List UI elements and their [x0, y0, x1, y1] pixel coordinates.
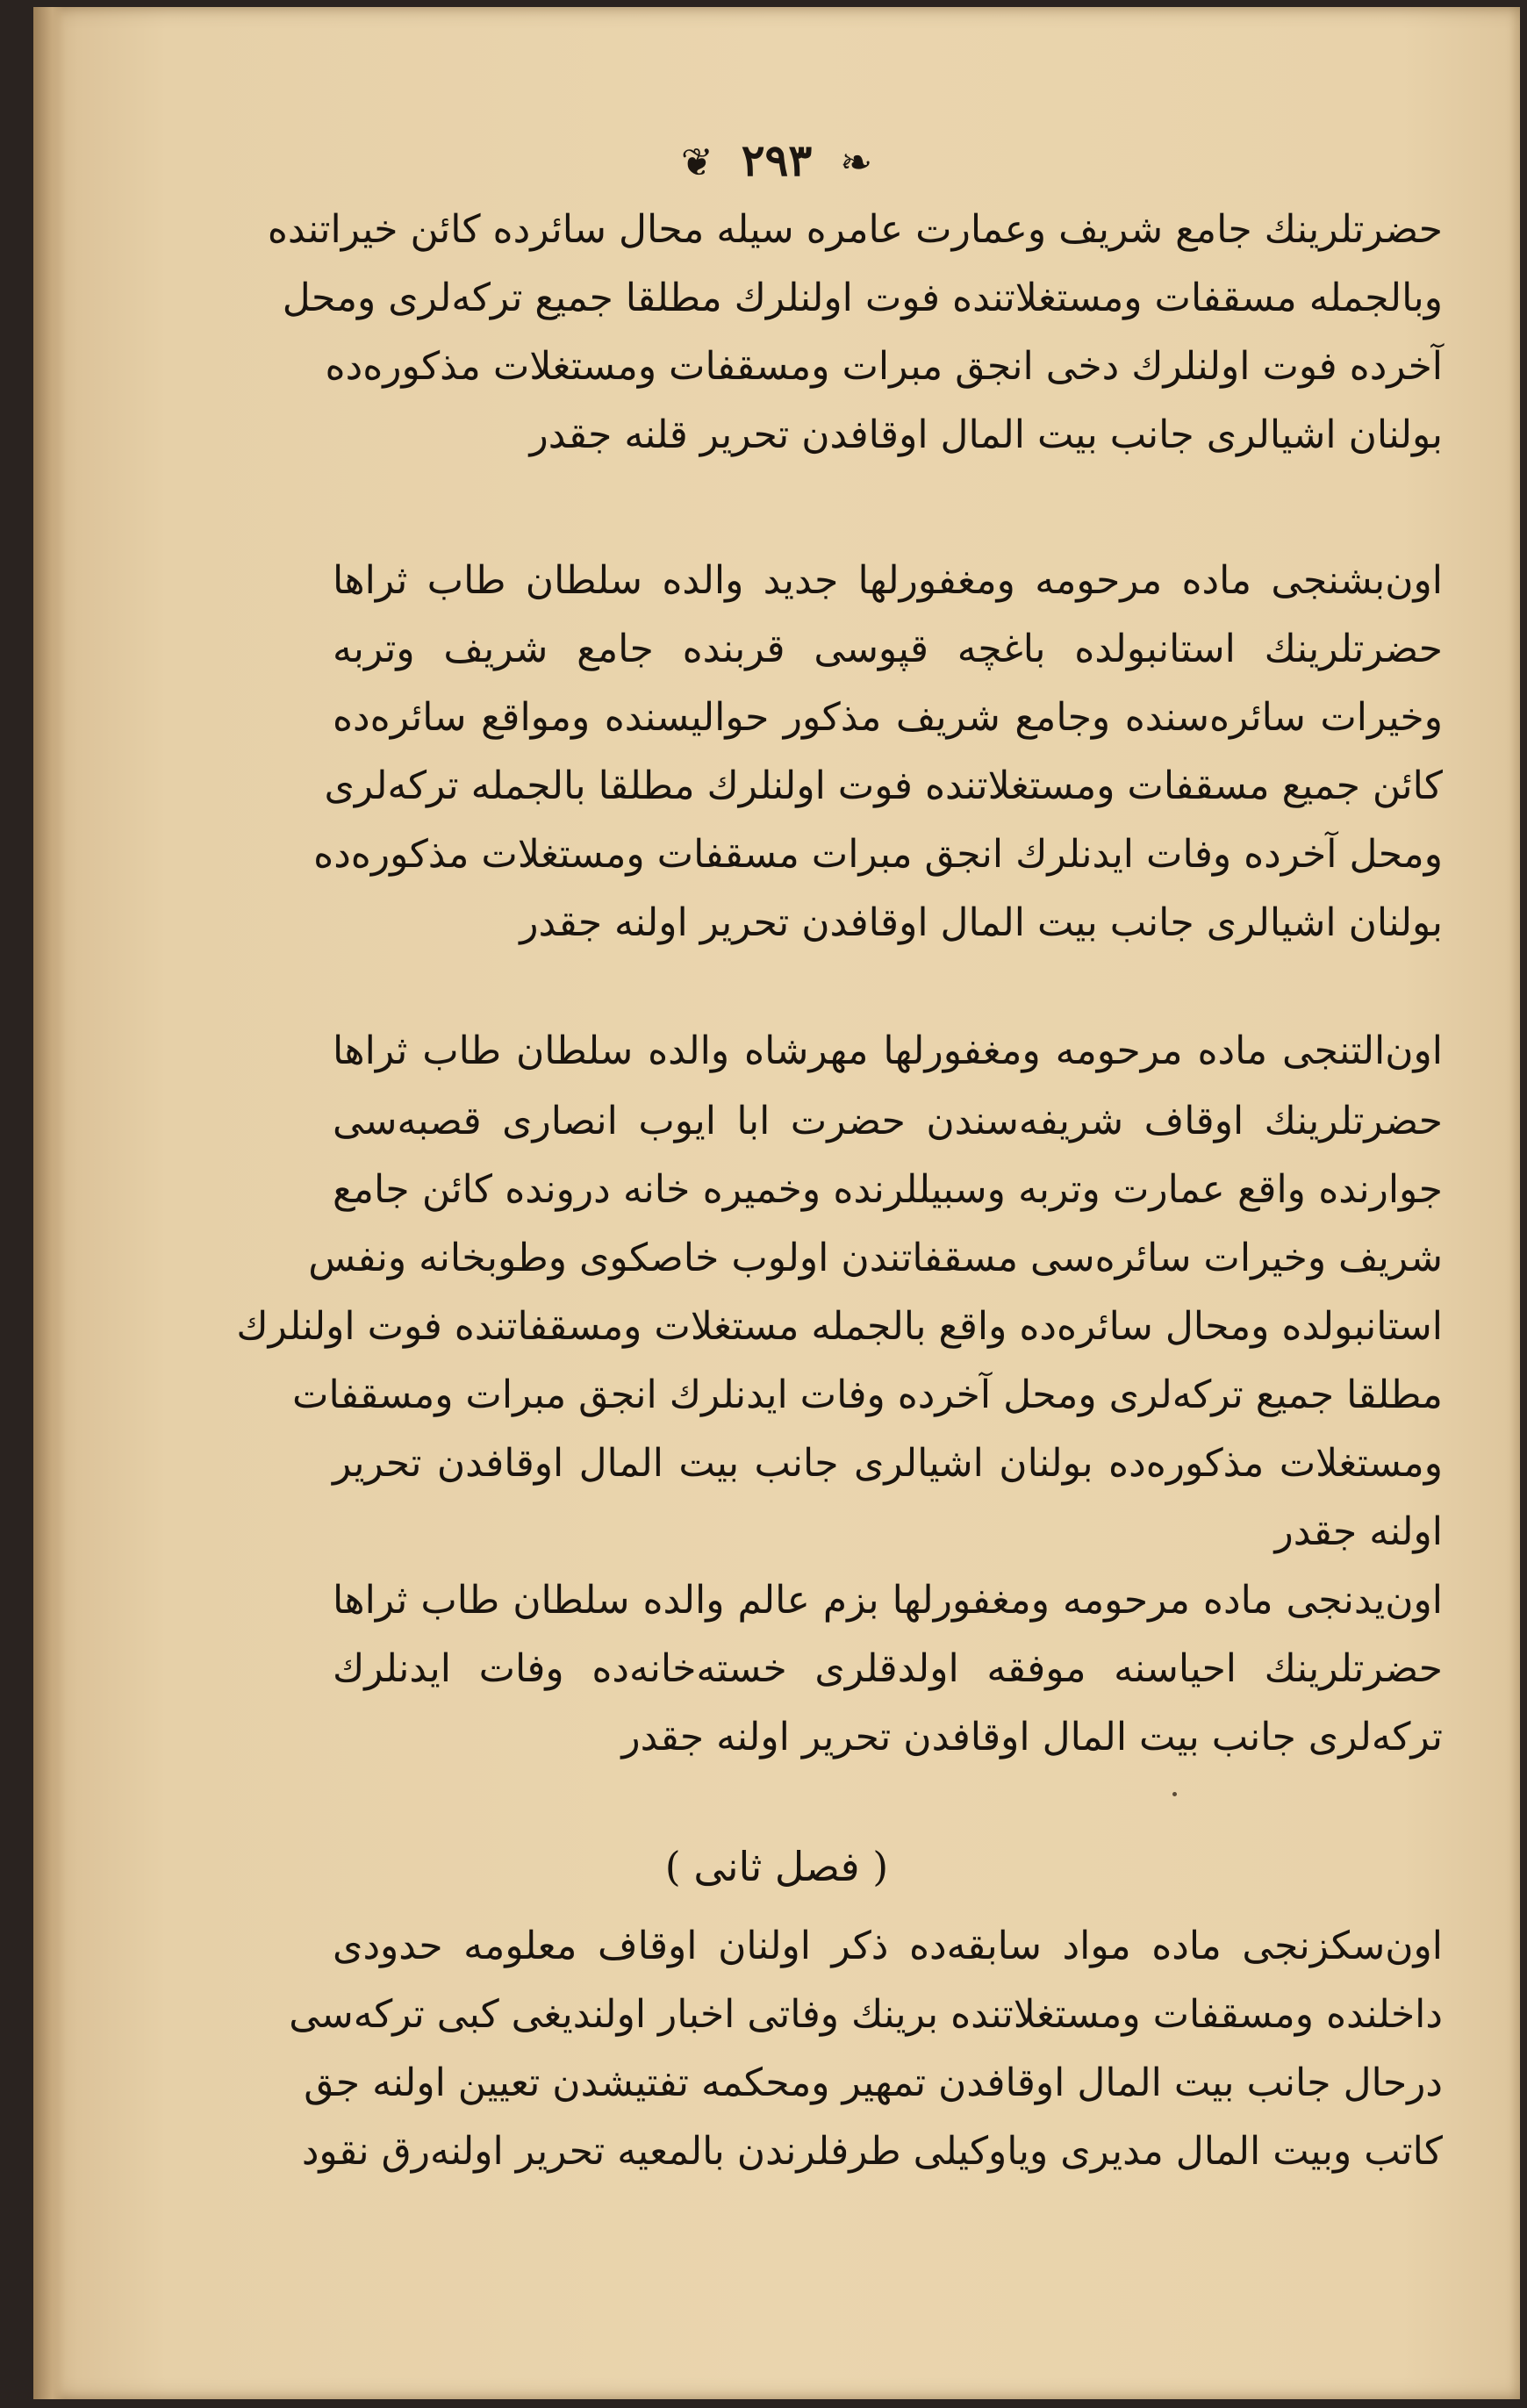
text-line: داخلنده ومسقفات ومستغلاتنده برینك وفاتی اخبار اولندیغی کبی ترکه‌سی [289, 1992, 1443, 2037]
text-line: وخیرات سائره‌سنده وجامع شریف مذکور حوالیسنده ومواقع سائره‌ده [333, 695, 1443, 740]
text-line: جوارنده واقع عمارت وتربه وسبیللرنده وخمیره خانه درونده کائن جامع [333, 1167, 1443, 1212]
text-line: اولنه جقدر [1274, 1509, 1443, 1554]
section-heading: ( فصل ثانی ) [664, 1843, 889, 1890]
article-first-line: اون‌التنجی ماده مرحومه ومغفورلها مهرشاه والده سلطان طاب ثراها [333, 1028, 1443, 1073]
text-line: کاتب وبیت المال مدیری ویاوکیلی طرفلرندن بالمعیه تحریر اولنه‌رق نقود [301, 2129, 1443, 2174]
text-line: حضرتلرینك اوقاف شریفه‌سندن حضرت ابا ایوب انصاری قصبه‌سی [333, 1099, 1443, 1143]
ornament-left-icon: ❦ [680, 140, 713, 185]
article-first-line: اون‌بشنجی ماده مرحومه ومغفورلها جدید والده سلطان طاب ثراها [333, 558, 1443, 603]
text-line: آخرده فوت اولنلرك دخی انجق مبرات ومسقفات ومستغلات مذکوره‌ده [325, 344, 1443, 389]
page-header [33, 134, 1520, 186]
book-page [33, 7, 1520, 2399]
text-line: وبالجمله مسقفات ومستغلاتنده فوت اولنلرك مطلقا جمیع ترکه‌لری ومحل [282, 276, 1443, 320]
text-line: درحال جانب بیت المال اوقافدن تمهیر ومحکمه تفتیشدن تعیین اولنه جق [304, 2060, 1443, 2105]
text-line: ومحل آخرده وفات ایدنلرك انجق مبرات مسقفات ومستغلات مذکوره‌ده [313, 832, 1443, 877]
text-line: حضرتلرینك استانبولده باغچه قپوسی قربنده جامع شریف وتربه [333, 627, 1443, 671]
page-gutter-shadow [33, 7, 65, 2399]
text-line: ومستغلات مذکوره‌ده بولنان اشیالری جانب بیت المال اوقافدن تحریر [333, 1441, 1443, 1486]
text-line: استانبولده ومحال سائره‌ده واقع بالجمله مستغلات ومسقفاتنده فوت اولنلرك [236, 1304, 1443, 1349]
text-line: ترکه‌لری جانب بیت المال اوقافدن تحریر اولنه جقدر [621, 1715, 1443, 1759]
article-first-line: اون‌سکزنجی ماده مواد سابقه‌ده ذکر اولنان اوقاف معلومه حدودی [333, 1924, 1443, 1968]
text-line: مطلقا جمیع ترکه‌لری ومحل آخرده وفات ایدنلرك انجق مبرات ومسقفات [292, 1372, 1443, 1417]
text-line: کائن جمیع مسقفات ومستغلاتنده فوت اولنلرك مطلقا بالجمله ترکه‌لری [324, 763, 1443, 808]
text-line: شریف وخیرات سائره‌سی مسقفاتندن اولوب خاصکوی وطوبخانه ونفس [308, 1236, 1443, 1280]
text-line: بولنان اشیالری جانب بیت المال اوقافدن تحریر اولنه جقدر [520, 900, 1443, 945]
article-first-line: اون‌یدنجی ماده مرحومه ومغفورلها بزم عالم والده سلطان طاب ثراها [333, 1578, 1443, 1623]
ink-speck [1172, 1792, 1177, 1796]
page-number: ٢٩٣ [741, 134, 813, 186]
text-line: حضرتلرینك احیاسنه موفقه اولدقلری خسته‌خانه‌ده وفات ایدنلرك [333, 1646, 1443, 1691]
ornament-right-icon: ❧ [840, 140, 873, 185]
text-line: بولنان اشیالری جانب بیت المال اوقافدن تحریر قلنه جقدر [529, 412, 1443, 457]
text-line: حضرتلرینك جامع شریف وعمارت عامره سیله محال سائرده کائن خیراتنده [267, 207, 1443, 252]
